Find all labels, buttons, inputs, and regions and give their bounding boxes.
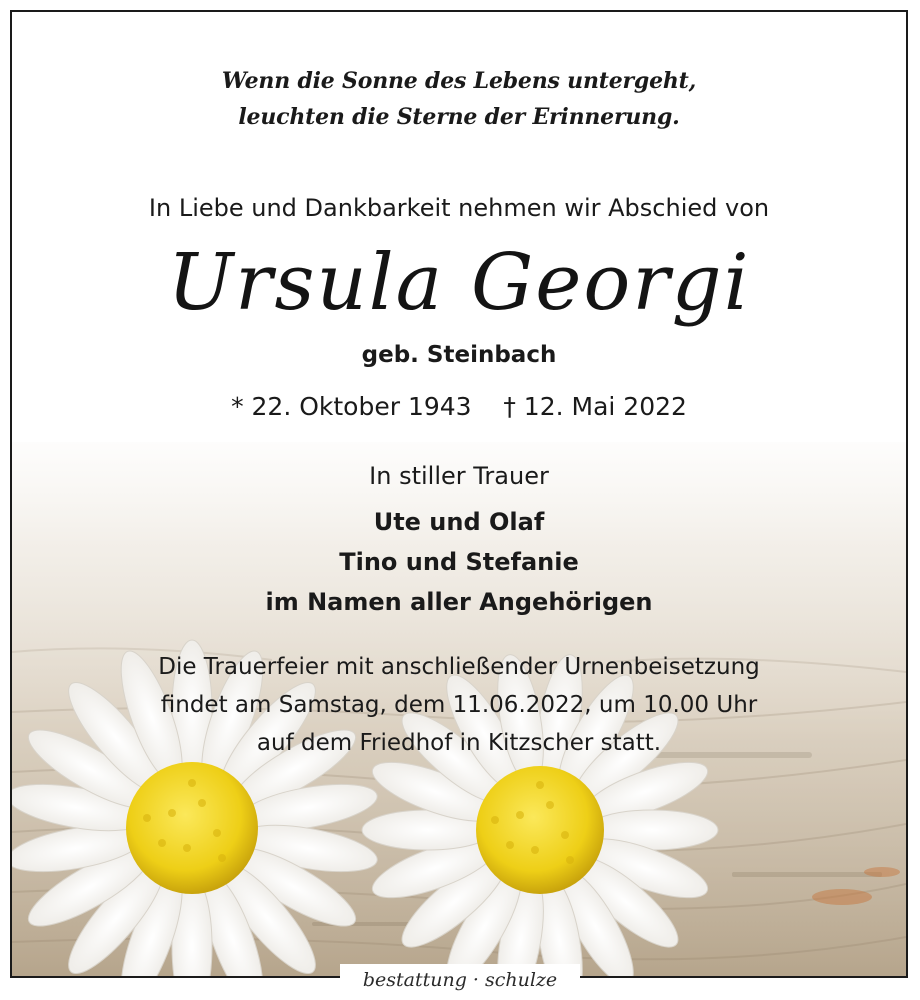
mourner-3: im Namen aller Angehörigen: [265, 588, 653, 616]
intro-text: In Liebe und Dankbarkeit nehmen wir Abschied von: [148, 194, 770, 222]
birth-name: geb. Steinbach: [361, 342, 557, 368]
mourner-1: Ute und Olaf: [373, 508, 545, 536]
life-dates: * 22. Oktober 1943 † 12. Mai 2022: [231, 392, 687, 421]
mourner-2: Tino und Stefanie: [339, 548, 579, 576]
motto-line-2: leuchten die Sterne der Erinnerung.: [238, 104, 680, 130]
notice-frame: [10, 10, 908, 978]
mourning-label: In stiller Trauer: [369, 462, 549, 490]
notice-text: [12, 12, 906, 976]
motto-line-1: Wenn die Sonne des Lebens untergeht,: [221, 68, 697, 94]
ceremony-line-1: Die Trauerfeier mit anschließender Urnenbeisetzung: [158, 654, 760, 680]
undertaker-logo: bestattung · schulze: [340, 964, 580, 1000]
ceremony-line-3: auf dem Friedhof in Kitzscher statt.: [256, 730, 662, 756]
deceased-name: Ursula Georgi: [167, 238, 751, 328]
ceremony-line-2: findet am Samstag, dem 11.06.2022, um 10.00 Uhr: [160, 692, 758, 718]
